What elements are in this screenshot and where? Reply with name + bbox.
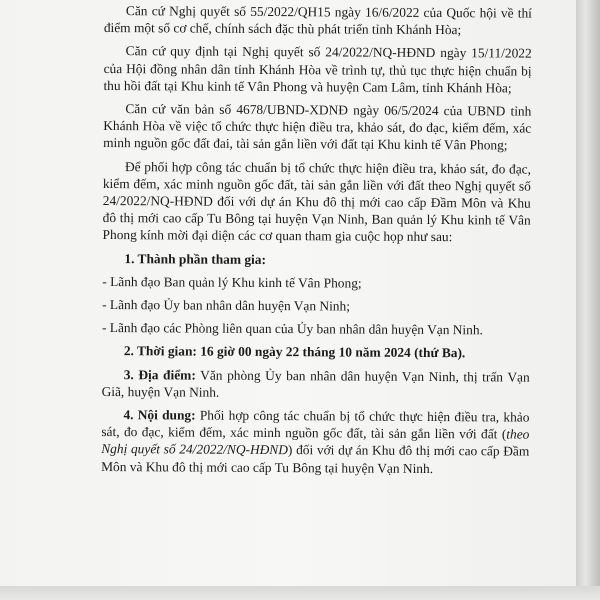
page-edge-bottom [0, 586, 600, 600]
time-line: 2. Thời gian: 16 giờ 00 ngày 22 tháng 10 năm 2024 (thứ Ba). [123, 343, 466, 361]
content-text-after: ) đối với dự án Khu đô thị mới cao cấp Đầm Môn và Khu đô thị mới cao cấp Tu Bông tại huyện Vạn Ninh. [101, 442, 530, 476]
location-paragraph [102, 366, 530, 403]
content-label: 4. Nội dung: [123, 407, 196, 423]
basis-paragraph-2: Căn cứ quy định tại Nghị quyết số 24/2022/NQ-HĐND ngày 15/11/2022 của Hội đồng nhân dân tỉnh Khánh Hòa về trình tự, thủ tục thực hiện chuẩn bị thu hồi đất tại Khu kinh tế Vân Phong và huyện Cam Lâm, tỉnh Khánh Hòa; [103, 43, 532, 96]
location-text: Văn phòng Ủy ban nhân dân huyện Vạn Ninh, thị trấn Vạn Giã, huyện Vạn Ninh. [101, 367, 530, 400]
participant-item-1: - Lãnh đạo Ban quản lý Khu kinh tế Vân Phong; [102, 273, 362, 291]
participants-heading: 1. Thành phần tham gia: [124, 250, 267, 267]
basis-paragraph-3: Căn cứ văn bản số 4678/UBND-XDNĐ ngày 06/5/2024 của UBND tỉnh Khánh Hòa về việc tổ chức thực hiện điều tra, khảo sát, đo đạc, kiểm đếm, xác minh nguồn gốc đất đai, tài sản gắn liền với đất tại Khu kinh tế Vân Phong; [103, 101, 532, 153]
content-italic: theo Nghị quyết số 24/2022/NQ-HĐND [101, 426, 530, 458]
participant-item-3: - Lãnh đạo các Phòng liên quan của Ủy ban nhân dân huyện Vạn Ninh. [101, 320, 483, 338]
page-edge-right [576, 0, 600, 600]
participant-item-2: - Lãnh đạo Ủy ban nhân dân huyện Vạn Ninh; [102, 297, 350, 314]
document-body [101, 2, 532, 483]
basis-paragraph-1: Căn cứ Nghị quyết số 55/2022/QH15 ngày 16/6/2022 của Quốc hội về thí điểm một số cơ chế, chính sách đặc thù phát triển tỉnh Khánh Hòa; [103, 3, 532, 38]
intro-paragraph: Để phối hợp công tác chuẩn bị tổ chức thực hiện điều tra, khảo sát, đo đạc, kiểm đếm, xác minh nguồn gốc đất, tài sản gắn liền với đất theo Nghị quyết số 24/2022/NQ-HĐND đối với dự án Khu đô thị mới cao cấp Đầm Môn và Khu đô thị mới cao cấp Tu Bông tại huyện Vạn Ninh, Ban quản lý Khu kinh tế Vân Phong kính mời đại diện các cơ quan tham gia cuộc họp như sau: [102, 158, 532, 245]
content-text-before: Phối hợp công tác chuẩn bị tổ chức thực hiện điều tra, khảo sát, đo đạc, kiểm đếm, xác minh nguồn gốc đất, tài sản gắn liền với đất ( [101, 407, 530, 442]
location-label: 3. Địa điểm: [123, 366, 196, 383]
content-paragraph [101, 406, 529, 477]
